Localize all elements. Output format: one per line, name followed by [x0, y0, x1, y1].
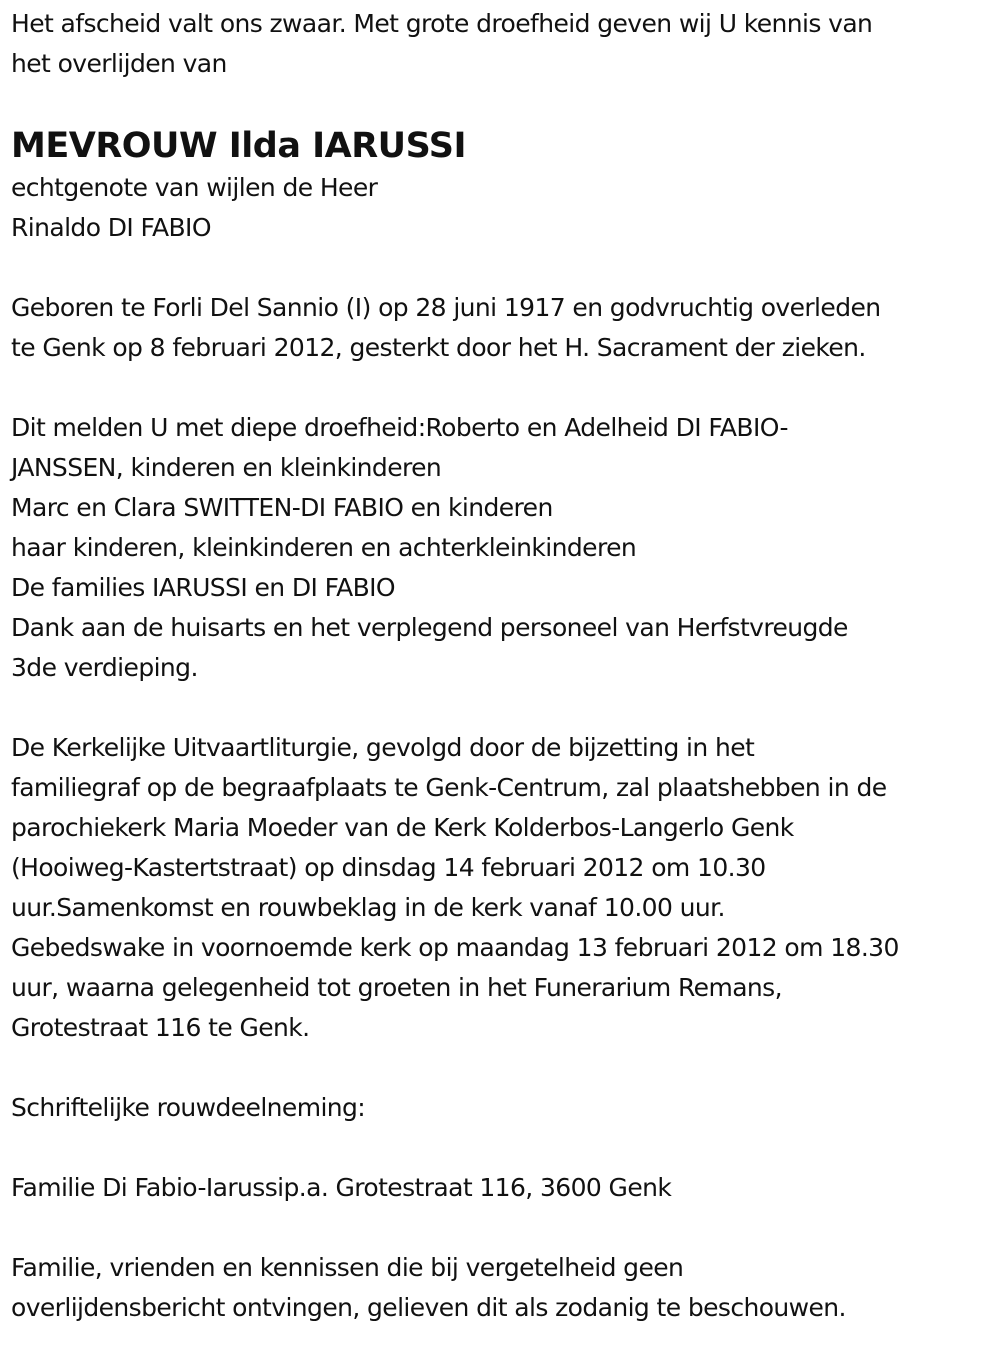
birth-death-line-2: te Genk op 8 februari 2012, gesterkt door het H. Sacrament der zieken.	[11, 333, 866, 362]
announcers-line-1: Dit melden U met diepe droefheid:Roberto en Adelheid DI FABIO-	[11, 413, 788, 442]
spacer	[11, 248, 991, 288]
birth-death-paragraph	[11, 288, 991, 368]
spacer	[11, 688, 991, 728]
spouse-paragraph	[11, 168, 991, 248]
spouse-line-1: echtgenote van wijlen de Heer	[11, 173, 378, 202]
announcers-line-5: De families IARUSSI en DI FABIO	[11, 573, 395, 602]
spacer	[11, 1048, 991, 1088]
intro-paragraph	[11, 4, 991, 84]
condolence-label: Schriftelijke rouwdeelneming:	[11, 1093, 366, 1122]
announcers-paragraph	[11, 408, 991, 688]
announcers-line-4: haar kinderen, kleinkinderen en achterkleinkinderen	[11, 533, 637, 562]
announcers-line-3: Marc en Clara SWITTEN-DI FABIO en kinderen	[11, 493, 553, 522]
closing-paragraph	[11, 1248, 991, 1328]
funeral-line-1: De Kerkelijke Uitvaartliturgie, gevolgd door de bijzetting in het	[11, 733, 755, 762]
deceased-name: MEVROUW Ilda IARUSSI	[11, 126, 466, 166]
spacer	[11, 1128, 991, 1168]
intro-line-2: het overlijden van	[11, 49, 227, 78]
funeral-line-7: uur, waarna gelegenheid tot groeten in het Funerarium Remans,	[11, 973, 782, 1002]
condolence-address: Familie Di Fabio-Iarussip.a. Grotestraat 116, 3600 Genk	[11, 1173, 672, 1202]
birth-death-line-1: Geboren te Forli Del Sannio (I) op 28 juni 1917 en godvruchtig overleden	[11, 293, 881, 322]
spacer	[11, 1208, 991, 1248]
announcers-line-2: JANSSEN, kinderen en kleinkinderen	[11, 453, 442, 482]
spacer	[11, 84, 991, 122]
announcers-line-7: 3de verdieping.	[11, 653, 198, 682]
funeral-line-4: (Hooiweg-Kastertstraat) op dinsdag 14 februari 2012 om 10.30	[11, 853, 766, 882]
funeral-line-8: Grotestraat 116 te Genk.	[11, 1013, 310, 1042]
funeral-paragraph	[11, 728, 991, 1048]
funeral-line-6: Gebedswake in voornoemde kerk op maandag 13 februari 2012 om 18.30	[11, 933, 899, 962]
spouse-line-2: Rinaldo DI FABIO	[11, 213, 211, 242]
funeral-line-3: parochiekerk Maria Moeder van de Kerk Kolderbos-Langerlo Genk	[11, 813, 794, 842]
spacer	[11, 368, 991, 408]
obituary-document	[11, 4, 991, 1328]
funeral-line-2: familiegraf op de begraafplaats te Genk-Centrum, zal plaatshebben in de	[11, 773, 887, 802]
funeral-line-5: uur.Samenkomst en rouwbeklag in de kerk vanaf 10.00 uur.	[11, 893, 725, 922]
announcers-line-6: Dank aan de huisarts en het verplegend personeel van Herfstvreugde	[11, 613, 848, 642]
closing-line-2: overlijdensbericht ontvingen, gelieven dit als zodanig te beschouwen.	[11, 1293, 846, 1322]
intro-line-1: Het afscheid valt ons zwaar. Met grote droefheid geven wij U kennis van	[11, 9, 873, 38]
closing-line-1: Familie, vrienden en kennissen die bij vergetelheid geen	[11, 1253, 684, 1282]
